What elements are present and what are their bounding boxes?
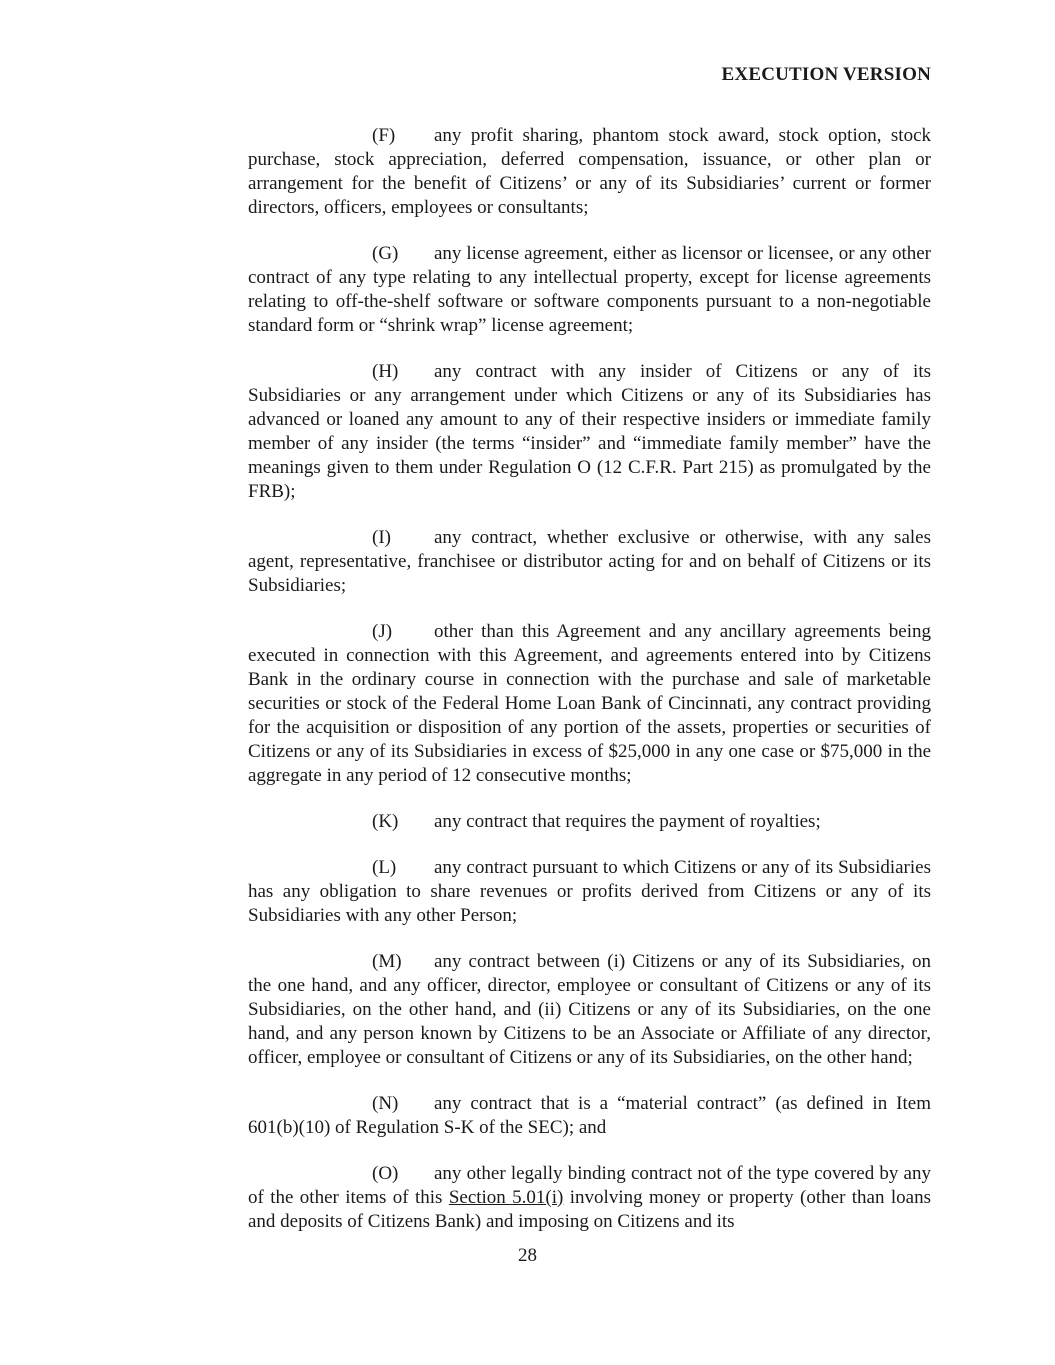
execution-version-header: EXECUTION VERSION: [721, 64, 931, 85]
paragraph-text: any profit sharing, phantom stock award, stock option, stock purchase, stock appreciation, deferred compensation, issuance, or other plan or arrangement for the benefit of Citizens’ or any of its Subsidiaries’ current or former directors, officers, employees or consultants;: [248, 125, 931, 218]
paragraph-g: [248, 242, 931, 338]
paragraph-n: [248, 1092, 931, 1140]
paragraph-k: [248, 810, 931, 834]
paragraph-text: any contract, whether exclusive or otherwise, with any sales agent, representative, franchisee or distributor acting for and on behalf of Citizens or its Subsidiaries;: [248, 527, 931, 596]
paragraph-text: any license agreement, either as licensor or licensee, or any other contract of any type relating to any intellectual property, except for license agreements relating to off-the-shelf software or software components pursuant to a non-negotiable standard form or “shrink wrap” license agreement;: [248, 243, 931, 336]
paragraph-text: any contract that requires the payment of royalties;: [434, 811, 821, 832]
section-reference: Section 5.01(i): [448, 1187, 564, 1208]
paragraph-i: [248, 526, 931, 598]
paragraph-label: (O): [372, 1163, 399, 1184]
document-body: [248, 124, 931, 1256]
paragraph-text: other than this Agreement and any ancillary agreements being executed in connection with this Agreement, and agreements entered into by Citizens Bank in the ordinary course in connection with the purchase and sale of marketable securities or stock of the Federal Home Loan Bank of Cincinnati, any contract providing for the acquisition or disposition of any portion of the assets, properties or securities of Citizens or any of its Subsidiaries in excess of $25,000 in any one case or $75,000 in the aggregate in any period of 12 consecutive months;: [248, 621, 931, 786]
paragraph-text: any contract that is a “material contract” (as defined in Item 601(b)(10) of Regulation S-K of the SEC); and: [248, 1093, 931, 1138]
paragraph-label: (I): [372, 527, 391, 548]
paragraph-label: (K): [372, 811, 399, 832]
paragraph-label: (F): [372, 125, 396, 146]
paragraph-m: [248, 950, 931, 1070]
paragraph-text: any contract between (i) Citizens or any of its Subsidiaries, on the one hand, and any officer, director, employee or consultant of Citizens or any of its Subsidiaries, on the other hand, and (ii) Citizens or any of its Subsidiaries, on the one hand, and any person known by Citizens to be an Associate or Affiliate of any director, officer, employee or consultant of Citizens or any of its Subsidiaries, on the other hand;: [248, 951, 931, 1068]
paragraph-f: [248, 124, 931, 220]
paragraph-h: [248, 360, 931, 504]
paragraph-l: [248, 856, 931, 928]
paragraph-j: [248, 620, 931, 788]
paragraph-label: (N): [372, 1093, 399, 1114]
page-number: 28: [518, 1245, 537, 1266]
paragraph-label: (L): [372, 857, 397, 878]
paragraph-o: [248, 1162, 931, 1234]
paragraph-text: any contract pursuant to which Citizens or any of its Subsidiaries has any obligation to share revenues or profits derived from Citizens or any of its Subsidiaries with any other Person;: [248, 857, 931, 926]
paragraph-label: (M): [372, 951, 402, 972]
paragraph-label: (J): [372, 621, 393, 642]
paragraph-text-after: involving money or property (other than loans and deposits of Citizens Bank) and imposing on Citizens and its: [248, 1187, 931, 1232]
paragraph-text-before: any other legally binding contract not of the type covered by any of the other items of this: [248, 1163, 931, 1208]
paragraph-label: (G): [372, 243, 399, 264]
paragraph-text: any contract with any insider of Citizens or any of its Subsidiaries or any arrangement under which Citizens or any of its Subsidiaries has advanced or loaned any amount to any of their respective insiders or immediate family member of any insider (the terms “insider” and “immediate family member” have the meanings given to them under Regulation O (12 C.F.R. Part 215) as promulgated by the FRB);: [248, 361, 931, 502]
paragraph-label: (H): [372, 361, 399, 382]
